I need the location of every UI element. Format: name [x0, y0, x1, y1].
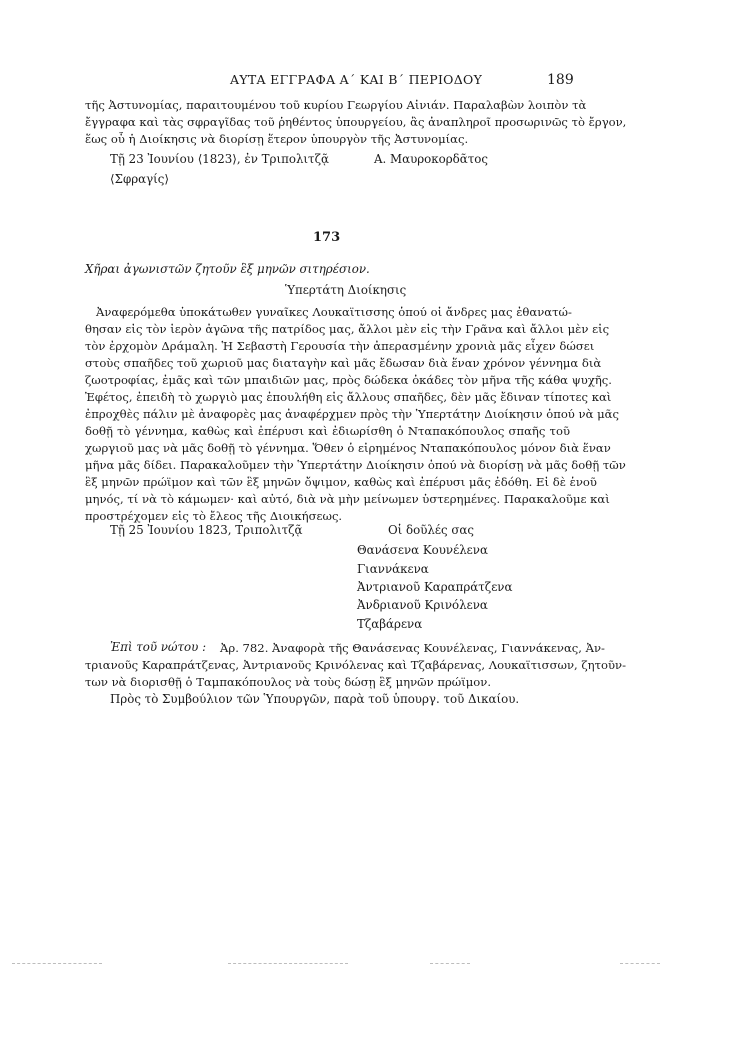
- signatory-line: Τζαβάρενα: [357, 617, 423, 631]
- signatory-line: Ἀντριανοῦ Καραπράτζενα: [357, 580, 513, 594]
- body-line: μηνός, τί νὰ τὸ κάμωμεν· καὶ αὐτό, διὰ νὰ μὴν μείνωμεν ὑστερημένες. Παρακαλοῦμε καὶ: [85, 492, 610, 506]
- verso-line: των νὰ διορισθῇ ὁ Ταμπακόπουλος νὰ τοὺς δώσῃ ἓξ μηνῶν πρώϊμον.: [85, 675, 492, 689]
- body-line: χωργιοῦ μας νὰ μᾶς δοθῇ τὸ γέννημα. Ὅθεν ὁ εἰρημένος Νταπακόπουλος μόνον διὰ ἕναν: [85, 441, 611, 455]
- body-line: προστρέχομεν εἰς τὸ ἔλεος τῆς Διοικήσεως.: [85, 509, 343, 523]
- scan-artifact: [12, 963, 102, 965]
- body-line: Ἀναφερόμεθα ὑποκάτωθεν γυναῖκες Λουκαϊτισσης ὁπού οἱ ἄνδρες μας ἐθανατώ-: [96, 305, 572, 319]
- body-line: ζωοτροφίας, ἐμᾶς καὶ τῶν μπαιδιῶν μας, πρὸς δώδεκα ὀκάδες τὸν μῆνα τῆς κάθα ψυχῆς.: [85, 373, 612, 387]
- body-line: δοθῇ τὸ γέννημα, καθὼς καὶ ἐπέρυσι καὶ ἐδιωρίσθη ὁ Νταπακόπουλος σπαῆς τοῦ: [85, 424, 570, 438]
- signatory-line: Ἀνδριανοῦ Κρινόλενα: [357, 598, 488, 612]
- prev-doc-date: Τῇ 23 Ἰουνίου ⟨1823⟩, ἐν Τριπολιτζᾷ: [110, 152, 329, 166]
- body-line: θησαν εἰς τὸν ἱερὸν ἀγῶνα τῆς πατρίδος μας, ἄλλοι μὲν εἰς τὴν Γρᾶνα καὶ ἄλλοι μὲν εἰς: [85, 322, 610, 336]
- body-line: στοὺς σπαῆδες τοῦ χωριοῦ μας διαταγὴν καὶ μᾶς ἔδωσαν διὰ ἕναν χρόνον γέννημα διὰ: [85, 356, 602, 370]
- document-number: 173: [313, 230, 341, 245]
- document-addressee: Ὑπερτάτη Διοίκησις: [285, 283, 407, 297]
- body-line: Ἐφέτος, ἐπειδὴ τὸ χωργιὸ μας ἐπουλήθη εἰς ἄλλους σπαῆδες, δὲν μᾶς ἔδιναν τίποτες καὶ: [85, 390, 612, 404]
- verso-line: τριανοῦς Καραπράτζενας, Ἀντριανοῦς Κρινόλενας καὶ Τζαβάρενας, Λουκαϊτισσων, ζητοῦν-: [85, 658, 627, 672]
- body-line: τὸν ἐρχομὸν Δράμαλη. Ἡ Σεβαστὴ Γερουσία τὴν ἀπερασμένην χρονιὰ μᾶς εἶχεν δώσει: [85, 339, 595, 353]
- signatory-line: Οἱ δοῦλές σας: [388, 523, 474, 537]
- prev-doc-line: ἔγγραφα καὶ τὰς σφραγῖδας τοῦ ῥηθέντος ὑπουργείου, ἂς ἀναπληροῖ προσωρινῶς τὸ ἔργον,: [85, 115, 627, 129]
- scan-artifact: [228, 963, 348, 965]
- prev-doc-seal: ⟨Σφραγίς⟩: [110, 172, 169, 186]
- referral-note: Πρὸς τὸ Συμβούλιον τῶν Ὑπουργῶν, παρὰ τοῦ ὑπουργ. τοῦ Δικαίου.: [110, 692, 520, 706]
- document-date: Τῇ 25 Ἰουνίου 1823, Τριπολιτζᾷ: [110, 523, 303, 537]
- body-line: ἓξ μηνῶν πρώϊμον καὶ τῶν ἓξ μηνῶν ὄψιμον, καθὼς καὶ ἐπέρυσι μᾶς ἐδόθη. Εἰ δὲ ἑνοῦ: [85, 475, 597, 489]
- prev-doc-signer: Α. Μαυροκορδᾶτος: [374, 152, 488, 166]
- prev-doc-line: ἕως οὗ ἡ Διοίκησις νὰ διορίσῃ ἕτερον ὑπουργὸν τῆς Ἀστυνομίας.: [85, 132, 469, 146]
- document-summary: Χῆραι ἀγωνιστῶν ζητοῦν ἓξ μηνῶν σιτηρέσιον.: [85, 262, 370, 276]
- body-line: μῆνα μᾶς δίδει. Παρακαλοῦμεν τὴν Ὑπερτάτην Διοίκησιν ὁπού νὰ διορίσῃ νὰ μᾶς δοθῇ τῶν: [85, 458, 626, 472]
- verso-line: Ἀρ. 782. Ἀναφορὰ τῆς Θανάσενας Κουνέλενας, Γιαννάκενας, Ἀν-: [220, 641, 605, 655]
- prev-doc-line: τῆς Ἀστυνομίας, παραιτουμένου τοῦ κυρίου Γεωργίου Αἰνιάν. Παραλαβὼν λοιπὸν τὰ: [85, 98, 587, 112]
- body-line: ἐπροχθὲς πάλιν μὲ ἀναφορὲς μας ἀναφέρχμεν πρὸς τὴν Ὑπερτάτην Διοίκησιν ὁπού νὰ μᾶς: [85, 407, 619, 421]
- signatory-line: Γιαννάκενα: [357, 562, 429, 576]
- scan-artifact: [620, 963, 660, 965]
- page-number: 189: [547, 72, 574, 88]
- signatory-line: Θανάσενα Κουνέλενα: [357, 543, 488, 557]
- scan-artifact: [430, 963, 470, 965]
- verso-label: Ἐπὶ τοῦ νώτου :: [110, 640, 207, 654]
- running-header: ΑΥΤΑ ΕΓΓΡΑΦΑ Α΄ ΚΑΙ Β΄ ΠΕΡΙΟΔΟΥ: [230, 72, 483, 87]
